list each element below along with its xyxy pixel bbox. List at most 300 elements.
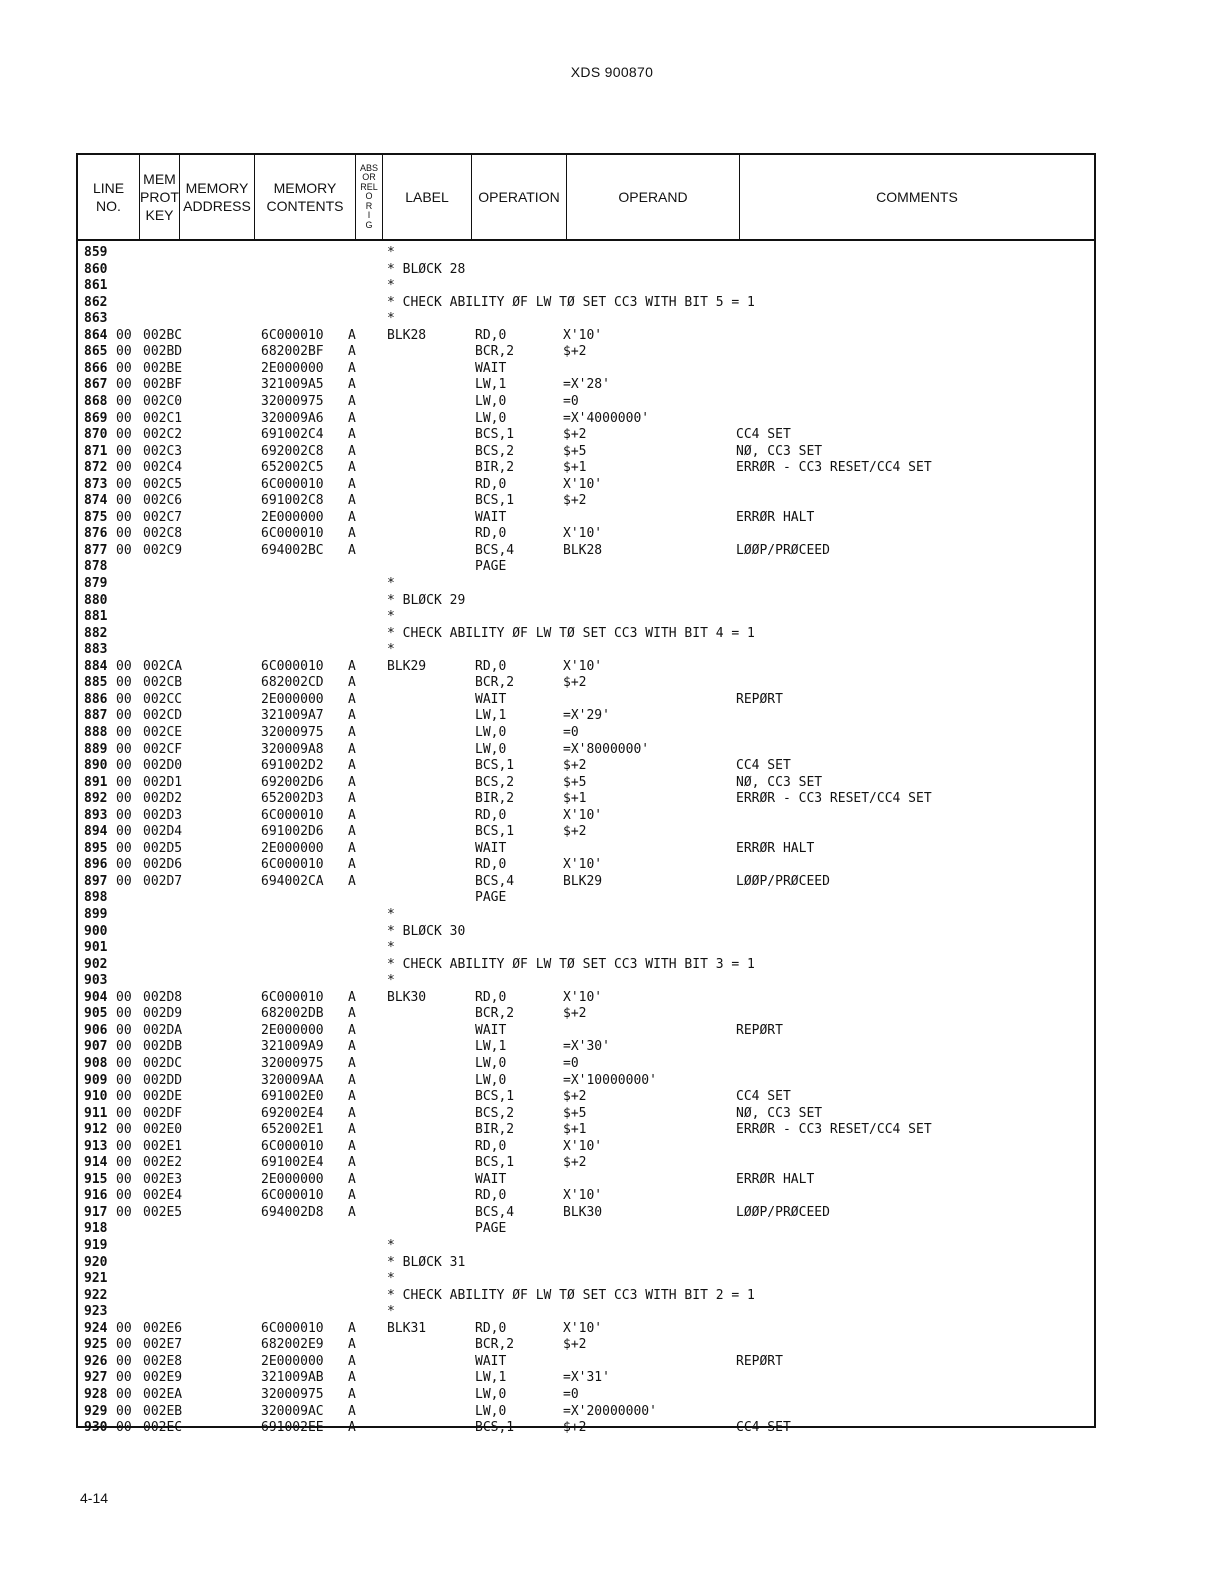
line-number: 891 [84,774,108,790]
memory-contents: 652002C5 [261,460,324,476]
comment: ERRØR - CC3 RESET/CC4 SET [736,460,932,476]
mem-prot-key: 00 [116,410,132,426]
line-number: 884 [84,658,108,674]
line-number: 888 [84,724,108,740]
line-number: 929 [84,1403,108,1419]
abs-rel-flag: A [348,1006,356,1022]
line-number: 909 [84,1072,108,1088]
memory-contents: 320009AA [261,1072,324,1088]
operand: X'10' [563,1320,603,1336]
label: BLK28 [387,327,427,343]
comment: NØ, CC3 SET [736,774,823,790]
operation: BCR,2 [475,1337,515,1353]
memory-address: 002CC [143,691,183,707]
operation: RD,0 [475,327,507,343]
listing-row [78,957,1094,974]
listing-row [78,841,1094,858]
operation: LW,1 [475,708,507,724]
mem-prot-key: 00 [116,1072,132,1088]
memory-contents: 691002E4 [261,1155,324,1171]
line-number: 924 [84,1320,108,1336]
listing-row [78,708,1094,725]
operand: X'10' [563,658,603,674]
comment: ERRØR - CC3 RESET/CC4 SET [736,791,932,807]
listing-row [78,477,1094,494]
operation: RD,0 [475,1138,507,1154]
listing-row [78,1188,1094,1205]
listing-row [78,1337,1094,1354]
operation: BIR,2 [475,460,515,476]
memory-contents: 691002E0 [261,1089,324,1105]
memory-address: 002D3 [143,807,183,823]
mem-prot-key: 00 [116,493,132,509]
mem-prot-key: 00 [116,476,132,492]
abs-rel-flag: A [348,691,356,707]
memory-contents: 682002E9 [261,1337,324,1353]
abs-rel-flag: A [348,1105,356,1121]
line-number: 868 [84,393,108,409]
operand: $+2 [563,1089,587,1105]
line-number: 920 [84,1254,108,1270]
listing-row [78,907,1094,924]
operand: BLK28 [563,542,603,558]
abs-rel-flag: A [348,1089,356,1105]
line-number: 859 [84,245,108,260]
memory-address: 002EB [143,1403,183,1419]
line-number: 908 [84,1055,108,1071]
label: BLK29 [387,658,427,674]
operand: $+1 [563,791,587,807]
listing-row [78,295,1094,312]
abs-rel-flag: A [348,410,356,426]
mem-prot-key: 00 [116,1420,132,1436]
operation: BCS,1 [475,1420,515,1436]
abs-rel-flag: A [348,724,356,740]
comment: REPØRT [736,1022,783,1038]
mem-prot-key: 00 [116,824,132,840]
memory-contents: 32000975 [261,393,324,409]
memory-address: 002EC [143,1420,183,1436]
operation: WAIT [475,840,507,856]
operation: LW,0 [475,724,507,740]
line-number: 918 [84,1221,108,1237]
memory-contents: 2E000000 [261,1171,324,1187]
memory-contents: 2E000000 [261,1022,324,1038]
memory-address: 002CB [143,675,183,691]
operation: PAGE [475,890,507,906]
abs-rel-flag: A [348,1022,356,1038]
memory-contents: 6C000010 [261,989,324,1005]
line-number: 865 [84,344,108,360]
operand: =X'8000000' [563,741,650,757]
label: * BLØCK 28 [387,261,466,277]
listing-row [78,1255,1094,1272]
operation: BCS,1 [475,493,515,509]
mem-prot-key: 00 [116,1155,132,1171]
line-number: 906 [84,1022,108,1038]
memory-address: 002BE [143,360,183,376]
label: * BLØCK 29 [387,592,466,608]
memory-contents: 320009AC [261,1403,324,1419]
operation: BCR,2 [475,1006,515,1022]
memory-contents: 321009A9 [261,1039,324,1055]
listing-row [78,311,1094,328]
memory-address: 002D0 [143,758,183,774]
listing-row [78,1139,1094,1156]
line-number: 893 [84,807,108,823]
line-number: 872 [84,460,108,476]
mem-prot-key: 00 [116,807,132,823]
listing-row [78,328,1094,345]
memory-address: 002BF [143,377,183,393]
line-number: 910 [84,1089,108,1105]
operation: WAIT [475,1022,507,1038]
listing-row [78,857,1094,874]
operand: $+1 [563,1122,587,1138]
line-number: 883 [84,642,108,658]
mem-prot-key: 00 [116,774,132,790]
line-number: 887 [84,708,108,724]
abs-rel-flag: A [348,327,356,343]
mem-prot-key: 00 [116,360,132,376]
comment: ERRØR - CC3 RESET/CC4 SET [736,1122,932,1138]
mem-prot-key: 00 [116,443,132,459]
operation: LW,1 [475,1370,507,1386]
memory-address: 002DE [143,1089,183,1105]
line-number: 927 [84,1370,108,1386]
mem-prot-key: 00 [116,691,132,707]
mem-prot-key: 00 [116,1403,132,1419]
comment: CC4 SET [736,427,791,443]
line-number: 885 [84,675,108,691]
abs-rel-flag: A [348,360,356,376]
abs-rel-flag: A [348,460,356,476]
mem-prot-key: 00 [116,1022,132,1038]
listing-row [78,609,1094,626]
line-number: 882 [84,625,108,641]
line-number: 930 [84,1420,108,1436]
memory-contents: 2E000000 [261,691,324,707]
label: * [387,576,395,591]
listing-row [78,493,1094,510]
line-number: 903 [84,973,108,989]
label: * [387,1238,395,1253]
label: * [387,973,395,989]
operand: X'10' [563,327,603,343]
operand: $+2 [563,493,587,509]
abs-rel-flag: A [348,873,356,889]
memory-contents: 692002D6 [261,774,324,790]
line-number: 867 [84,377,108,393]
listing-row [78,1370,1094,1387]
line-number: 896 [84,857,108,873]
label: * BLØCK 31 [387,1254,466,1270]
listing-row [78,659,1094,676]
listing-row [78,675,1094,692]
listing-row [78,559,1094,576]
line-number: 899 [84,907,108,922]
abs-rel-flag: A [348,1155,356,1171]
line-number: 926 [84,1353,108,1369]
operation: RD,0 [475,526,507,542]
listing-row [78,444,1094,461]
line-number: 870 [84,427,108,443]
memory-contents: 652002D3 [261,791,324,807]
operation: BCS,4 [475,542,515,558]
abs-rel-flag: A [348,377,356,393]
line-number: 862 [84,294,108,310]
memory-address: 002D2 [143,791,183,807]
mem-prot-key: 00 [116,460,132,476]
operation: RD,0 [475,1188,507,1204]
operation: PAGE [475,1221,507,1237]
listing-row [78,1354,1094,1371]
line-number: 875 [84,509,108,525]
abs-rel-flag: A [348,824,356,840]
line-number: 860 [84,261,108,277]
memory-contents: 2E000000 [261,509,324,525]
operand: =0 [563,1055,579,1071]
memory-contents: 6C000010 [261,1188,324,1204]
memory-contents: 2E000000 [261,1353,324,1369]
abs-rel-flag: A [348,476,356,492]
abs-rel-flag: A [348,1320,356,1336]
comment: NØ, CC3 SET [736,1105,823,1121]
mem-prot-key: 00 [116,658,132,674]
abs-rel-flag: A [348,989,356,1005]
abs-rel-flag: A [348,741,356,757]
abs-rel-flag: A [348,1171,356,1187]
memory-address: 002E7 [143,1337,183,1353]
listing-row [78,692,1094,709]
operand: $+2 [563,758,587,774]
line-number: 921 [84,1271,108,1287]
line-number: 897 [84,873,108,889]
operand: =X'30' [563,1039,610,1055]
listing-row [78,1205,1094,1222]
abs-rel-flag: A [348,1370,356,1386]
line-number: 895 [84,840,108,856]
listing-row [78,394,1094,411]
abs-rel-flag: A [348,807,356,823]
memory-address: 002E9 [143,1370,183,1386]
memory-contents: 682002BF [261,344,324,360]
abs-rel-flag: A [348,526,356,542]
memory-contents: 32000975 [261,1386,324,1402]
listing-row [78,1271,1094,1288]
listing-row [78,1155,1094,1172]
operand: =0 [563,393,579,409]
listing-row [78,1172,1094,1189]
operation: BCR,2 [475,675,515,691]
listing-row [78,1039,1094,1056]
comment: LØØP/PRØCEED [736,542,830,558]
line-number: 911 [84,1105,108,1121]
line-number: 871 [84,443,108,459]
header-abs-rel-orig: ABS OR REL O R I G [356,155,383,239]
memory-contents: 6C000010 [261,526,324,542]
listing-row [78,262,1094,279]
listing-row [78,890,1094,907]
listing-row [78,593,1094,610]
mem-prot-key: 00 [116,741,132,757]
mem-prot-key: 00 [116,1188,132,1204]
memory-address: 002E6 [143,1320,183,1336]
operand: =X'29' [563,708,610,724]
label: * [387,609,395,625]
label: * CHECK ABILITY ØF LW TØ SET CC3 WITH BIT 2 = 1 [387,1287,755,1303]
memory-address: 002D6 [143,857,183,873]
listing-row [78,526,1094,543]
abs-rel-flag: A [348,758,356,774]
operand: =0 [563,724,579,740]
operand: X'10' [563,989,603,1005]
operation: BCS,1 [475,1089,515,1105]
memory-contents: 320009A6 [261,410,324,426]
operation: RD,0 [475,857,507,873]
line-number: 876 [84,526,108,542]
line-number: 898 [84,890,108,906]
line-number: 881 [84,609,108,625]
comment: NØ, CC3 SET [736,443,823,459]
memory-contents: 2E000000 [261,840,324,856]
memory-address: 002E5 [143,1204,183,1220]
memory-address: 002D7 [143,873,183,889]
memory-address: 002C8 [143,526,183,542]
memory-address: 002DC [143,1055,183,1071]
listing-row [78,725,1094,742]
memory-address: 002E2 [143,1155,183,1171]
operand: $+1 [563,460,587,476]
line-number: 874 [84,493,108,509]
operation: BCS,1 [475,824,515,840]
listing-row [78,377,1094,394]
memory-contents: 691002C4 [261,427,324,443]
memory-address: 002BC [143,327,183,343]
memory-contents: 692002E4 [261,1105,324,1121]
operand: $+2 [563,1006,587,1022]
operation: BCS,1 [475,1155,515,1171]
listing-row [78,775,1094,792]
abs-rel-flag: A [348,427,356,443]
memory-contents: 32000975 [261,724,324,740]
operation: RD,0 [475,476,507,492]
memory-address: 002E4 [143,1188,183,1204]
operation: WAIT [475,691,507,707]
line-number: 873 [84,476,108,492]
listing-row [78,791,1094,808]
listing-row [78,1006,1094,1023]
memory-address: 002BD [143,344,183,360]
memory-contents: 2E000000 [261,360,324,376]
memory-contents: 6C000010 [261,327,324,343]
operation: BCR,2 [475,344,515,360]
operation: BCS,2 [475,443,515,459]
mem-prot-key: 00 [116,1039,132,1055]
operand: $+5 [563,443,587,459]
listing-row [78,510,1094,527]
line-number: 880 [84,592,108,608]
header-label: LABEL [383,155,472,239]
memory-contents: 694002D8 [261,1204,324,1220]
memory-contents: 32000975 [261,1055,324,1071]
memory-contents: 691002D6 [261,824,324,840]
comment: ERRØR HALT [736,1171,815,1187]
line-number: 919 [84,1238,108,1253]
operand: =X'31' [563,1370,610,1386]
abs-rel-flag: A [348,675,356,691]
header-operand: OPERAND [567,155,740,239]
abs-rel-flag: A [348,791,356,807]
abs-rel-flag: A [348,1386,356,1402]
abs-rel-flag: A [348,658,356,674]
label: * [387,1304,395,1320]
abs-rel-flag: A [348,1072,356,1088]
comment: CC4 SET [736,758,791,774]
memory-contents: 6C000010 [261,857,324,873]
operation: LW,0 [475,741,507,757]
comment: REPØRT [736,691,783,707]
operand: BLK30 [563,1204,603,1220]
memory-address: 002E1 [143,1138,183,1154]
label: * [387,278,395,294]
listing-row [78,808,1094,825]
line-number: 913 [84,1138,108,1154]
listing-row [78,924,1094,941]
mem-prot-key: 00 [116,1171,132,1187]
operand: $+2 [563,675,587,691]
line-number: 866 [84,360,108,376]
memory-address: 002C5 [143,476,183,492]
line-number: 869 [84,410,108,426]
listing-row [78,1221,1094,1238]
memory-address: 002C2 [143,427,183,443]
operand: X'10' [563,1188,603,1204]
operation: BCS,1 [475,758,515,774]
memory-contents: 6C000010 [261,658,324,674]
listing-row [78,427,1094,444]
header-line-no: LINE NO. [78,155,140,239]
listing-row [78,411,1094,428]
line-number: 863 [84,311,108,327]
line-number: 904 [84,989,108,1005]
line-number: 923 [84,1304,108,1320]
comment: CC4 SET [736,1420,791,1436]
comment: LØØP/PRØCEED [736,1204,830,1220]
label: * [387,311,395,327]
operation: LW,0 [475,410,507,426]
operand: $+5 [563,774,587,790]
operation: WAIT [475,1353,507,1369]
listing-row [78,576,1094,593]
listing-row [78,742,1094,759]
operand: $+2 [563,1420,587,1436]
abs-rel-flag: A [348,443,356,459]
line-number: 907 [84,1039,108,1055]
memory-address: 002C6 [143,493,183,509]
page-number: 4-14 [80,1490,109,1506]
listing-row [78,874,1094,891]
memory-contents: 691002EE [261,1420,324,1436]
line-number: 864 [84,327,108,343]
header-operation: OPERATION [472,155,567,239]
mem-prot-key: 00 [116,708,132,724]
operand: $+5 [563,1105,587,1121]
line-number: 877 [84,542,108,558]
memory-contents: 6C000010 [261,1320,324,1336]
operation: WAIT [475,509,507,525]
line-number: 900 [84,923,108,939]
